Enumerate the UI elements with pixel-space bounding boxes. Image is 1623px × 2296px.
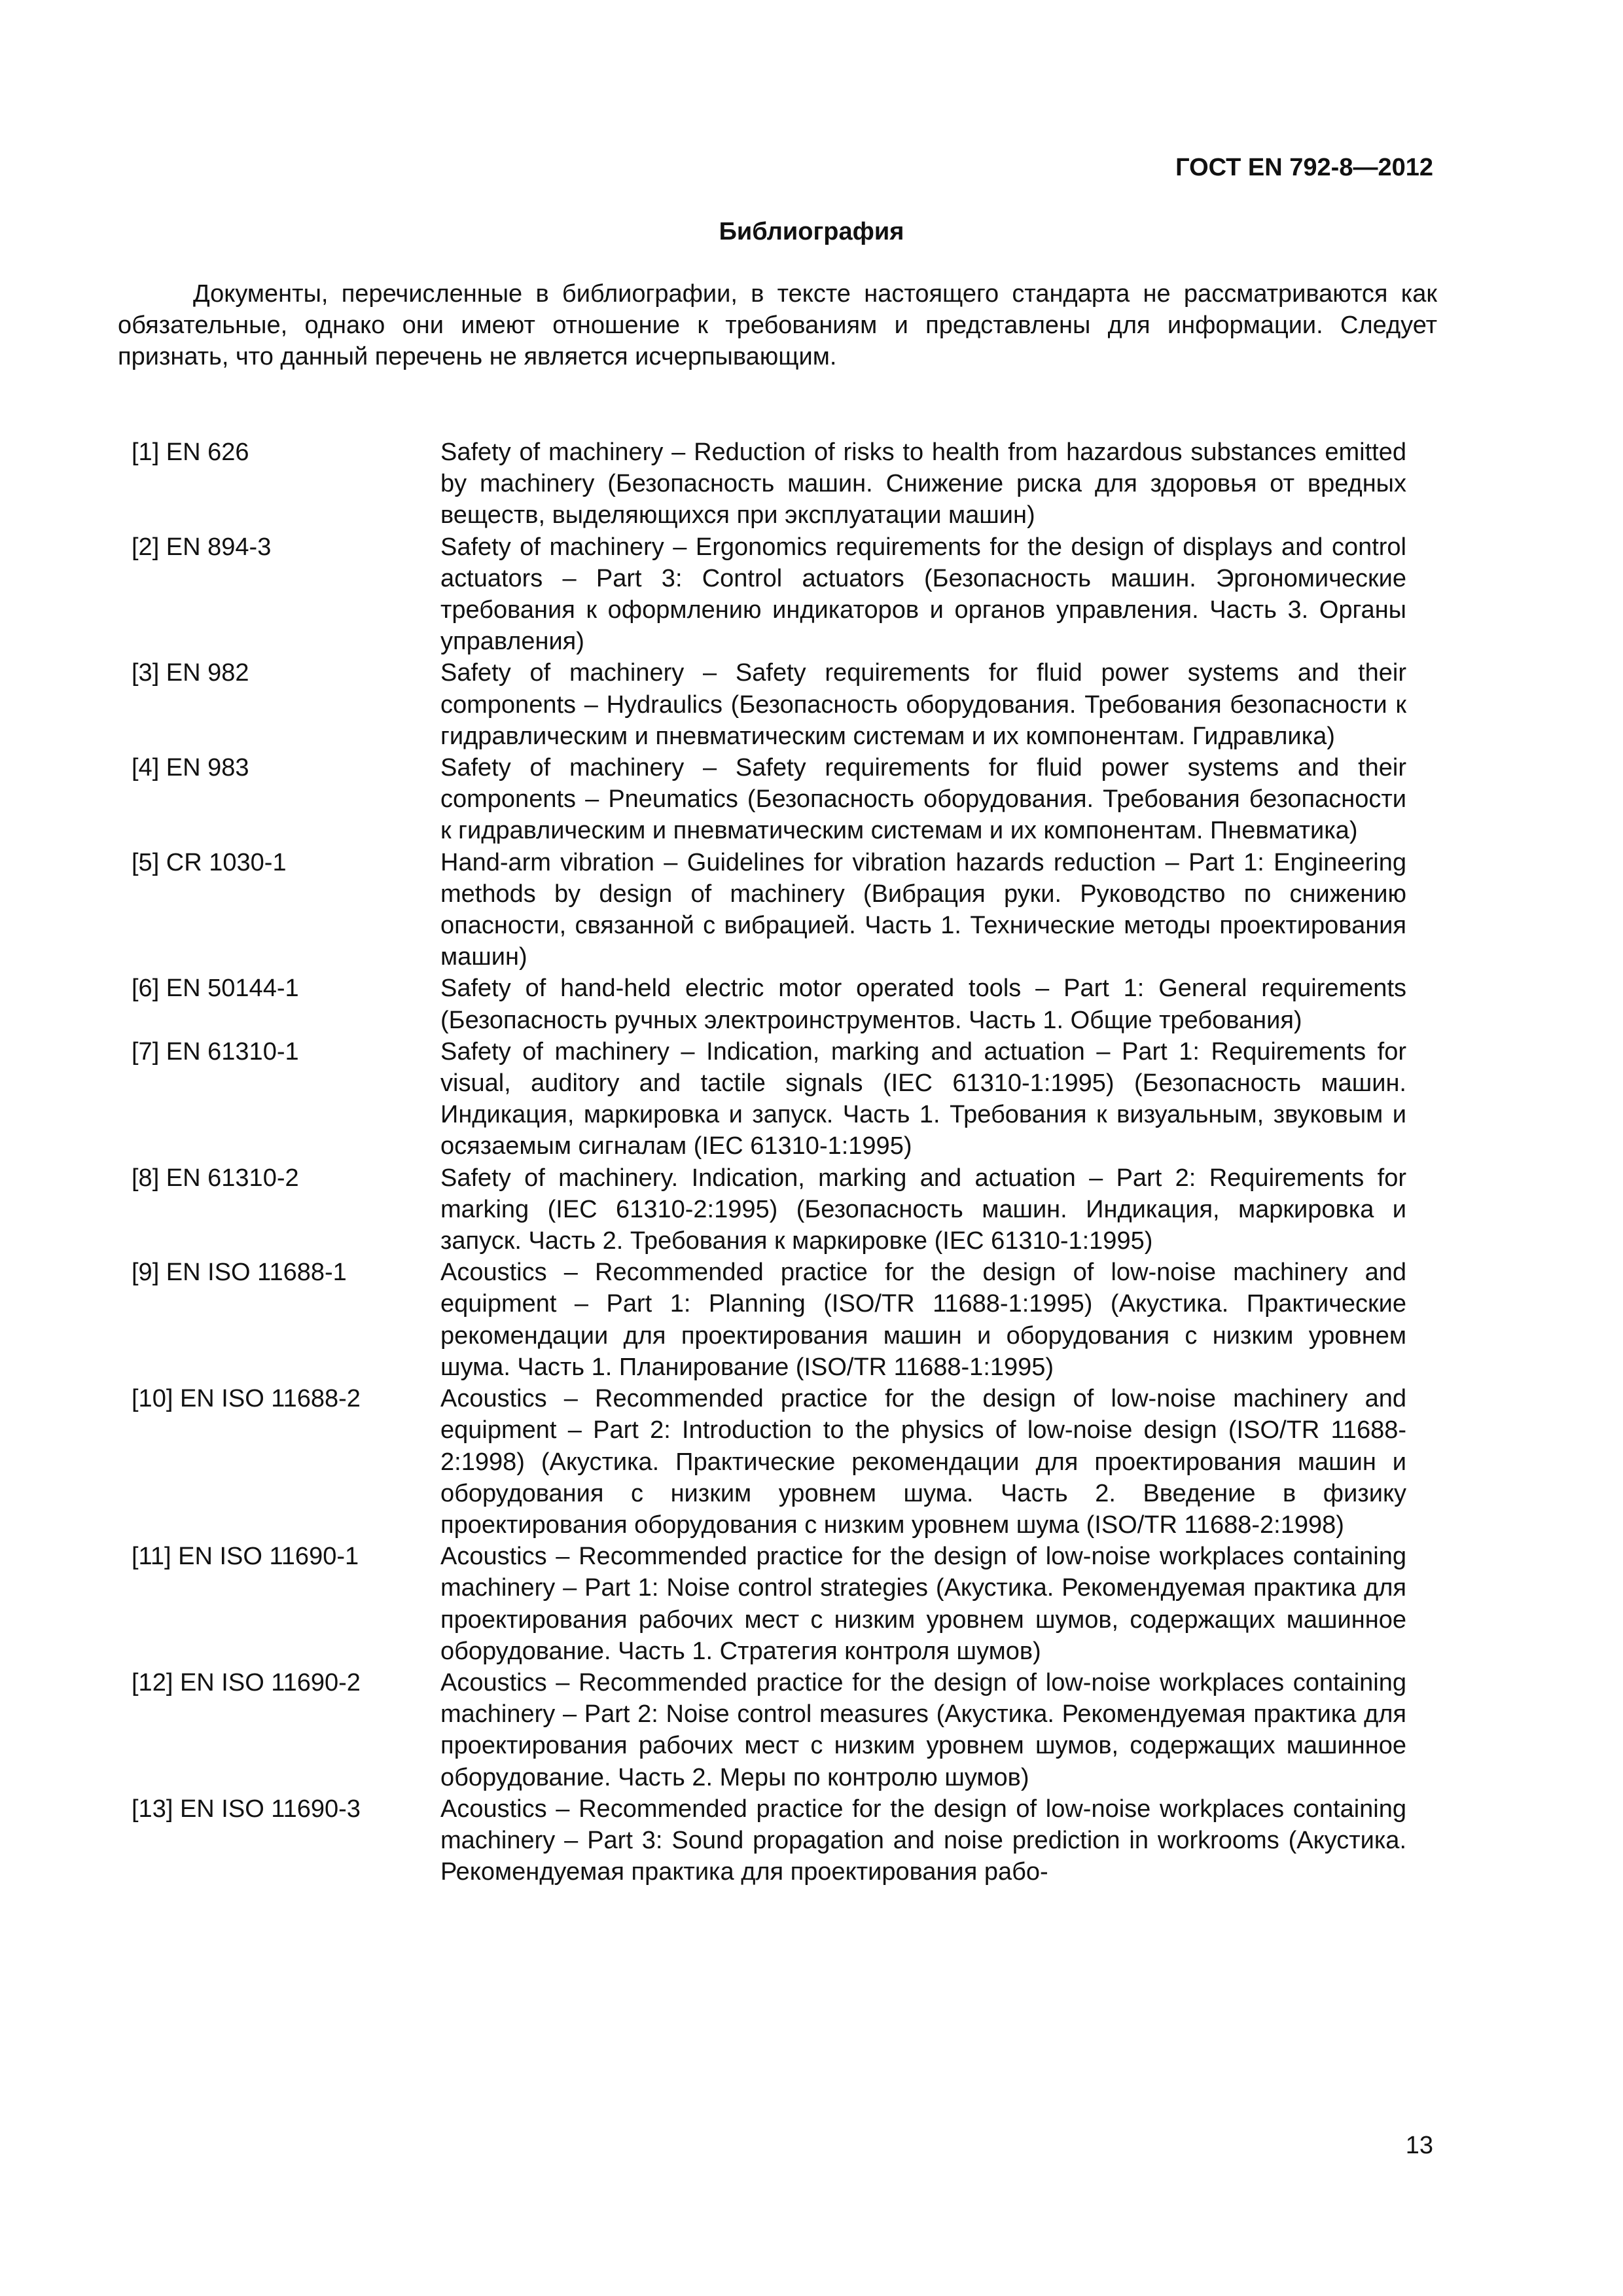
bibliography-entry-number: [9] EN ISO 11688-1 [132,1259,347,1287]
bibliography-entry-text: Safety of machinery – Reduction of risks to health from hazardous substances emitted by machinery (Безопасность машин. Снижение риска для здоровья от вредных веществ, выделяющихся при эксплуатации машин) [440,439,1406,529]
intro-paragraph: Документы, перечисленные в библиографии, в тексте настоящего стандарта не рассматриваются как обязательные, однако они имеют отношение к требованиям и представлены для информации. Следует признать, что данный перечень не является исчерпывающим. [118,280,1437,370]
bibliography-entry [132,1541,1406,1667]
bibliography-entry-number: [4] EN 983 [132,754,249,782]
bibliography-entry-text: Hand-arm vibration – Guidelines for vibration hazards reduction – Part 1: Engineering methods by design of machinery (Вибрация руки. Руководство по снижению опасности, связанной с вибрацией. Часть 1. Технические методы проектирования машин) [440,848,1406,971]
bibliography-entry [132,1667,1406,1793]
bibliography-entry [132,657,1406,752]
bibliography-entry-text: Safety of machinery – Indication, marking and actuation – Part 1: Requirements for visual, auditory and tactile signals (IEC 61310-1:1995) (Безопасность машин. Индикация, маркировка и запуск. Часть 1. Требования к визуальным, звуковым и осязаемым сигналам (IEC 61310-1:1995) [440,1037,1406,1160]
bibliography-entry-number: [2] EN 894-3 [132,533,272,561]
bibliography-entry [132,1162,1406,1257]
bibliography-entry [132,437,1406,531]
bibliography-list [132,437,1406,1888]
bibliography-entry [132,1383,1406,1541]
bibliography-entry-number: [1] EN 626 [132,439,249,466]
bibliography-entry [132,1036,1406,1162]
bibliography-entry-number: [13] EN ISO 11690-3 [132,1795,361,1823]
bibliography-entry-text: Acoustics – Recommended practice for the design of low-noise workplaces containing machinery – Part 3: Sound propagation and noise prediction in workrooms (Акустика. Рекомендуемая практика для проектирования рабо- [440,1795,1406,1886]
bibliography-entry [132,1257,1406,1383]
bibliography-entry-text: Safety of machinery – Safety requirements for fluid power systems and their components – Pneumatics (Безопасность оборудования. Требования безопасности к гидравлическим и пневматическим системам и их компонентам. Пневматика) [440,754,1406,845]
bibliography-entry-text: Acoustics – Recommended practice for the design of low-noise machinery and equipment – Part 1: Planning (ISO/TR 11688-1:1995) (Акустика. Практические рекомендации для проектирования машин и оборудования с низким уровнем шума. Часть 1. Планирование (ISO/TR 11688-1:1995) [440,1259,1406,1381]
bibliography-entry-number: [12] EN ISO 11690-2 [132,1668,361,1696]
page-title: Библиография [719,218,904,245]
bibliography-entry-number: [11] EN ISO 11690-1 [132,1543,359,1571]
bibliography-entry-text: Acoustics – Recommended practice for the design of low-noise workplaces containing machinery – Part 1: Noise control strategies (Акустика. Рекомендуемая практика для проектирования рабочих мест с низким уровнем шумов, содержащих машинное оборудование. Часть 1. Стратегия контроля шумов) [440,1543,1406,1665]
bibliography-entry-number: [7] EN 61310-1 [132,1037,299,1066]
bibliography-entry [132,973,1406,1035]
bibliography-entry-text: Safety of machinery – Ergonomics requirements for the design of displays and control actuators – Part 3: Control actuators (Безопасность машин. Эргономические требования к оформлению индикаторов и органов управления. Часть 3. Органы управления) [440,533,1406,656]
bibliography-entry-text: Safety of machinery. Indication, marking and actuation – Part 2: Requirements for marking (IEC 61310-2:1995) (Безопасность машин. Индикация, маркировка и запуск. Часть 2. Требования к маркировке (IEC 61310-1:1995) [440,1164,1406,1255]
bibliography-entry-text: Safety of machinery – Safety requirements for fluid power systems and their components – Hydraulics (Безопасность оборудования. Требования безопасности к гидравлическим и пневматическим системам и их компонентам. Гидравлика) [440,659,1406,750]
page-number: 13 [1405,2132,1433,2159]
bibliography-entry [132,752,1406,847]
bibliography-entry-text: Safety of hand-held electric motor operated tools – Part 1: General requirements (Безопасность ручных электроинструментов. Часть 1. Общие требования) [440,975,1406,1034]
bibliography-entry [132,847,1406,973]
bibliography-entry-text: Acoustics – Recommended practice for the design of low-noise workplaces containing machinery – Part 2: Noise control measures (Акустика. Рекомендуемая практика для проектирования рабочих мест с низким уровнем шумов, содержащих машинное оборудование. Часть 2. Меры по контролю шумов) [440,1668,1406,1791]
bibliography-entry-number: [10] EN ISO 11688-2 [132,1385,361,1413]
bibliography-entry-number: [5] CR 1030-1 [132,848,287,876]
bibliography-entry [132,1793,1406,1888]
bibliography-entry-number: [6] EN 50144-1 [132,975,299,1003]
document-code: ГОСТ EN 792-8—2012 [1175,154,1433,181]
bibliography-entry-text: Acoustics – Recommended practice for the design of low-noise machinery and equipment – Part 2: Introduction to the physics of low-noise design (ISO/TR 11688-2:1998) (Акустика. Практические рекомендации для проектирования машин и оборудования с низким уровнем шума. Часть 2. Введение в физику проектирования оборудования с низким уровнем шума (ISO/TR 11688-2:1998) [440,1385,1406,1539]
bibliography-entry [132,531,1406,658]
bibliography-entry-number: [8] EN 61310-2 [132,1164,299,1192]
bibliography-entry-number: [3] EN 982 [132,659,249,687]
